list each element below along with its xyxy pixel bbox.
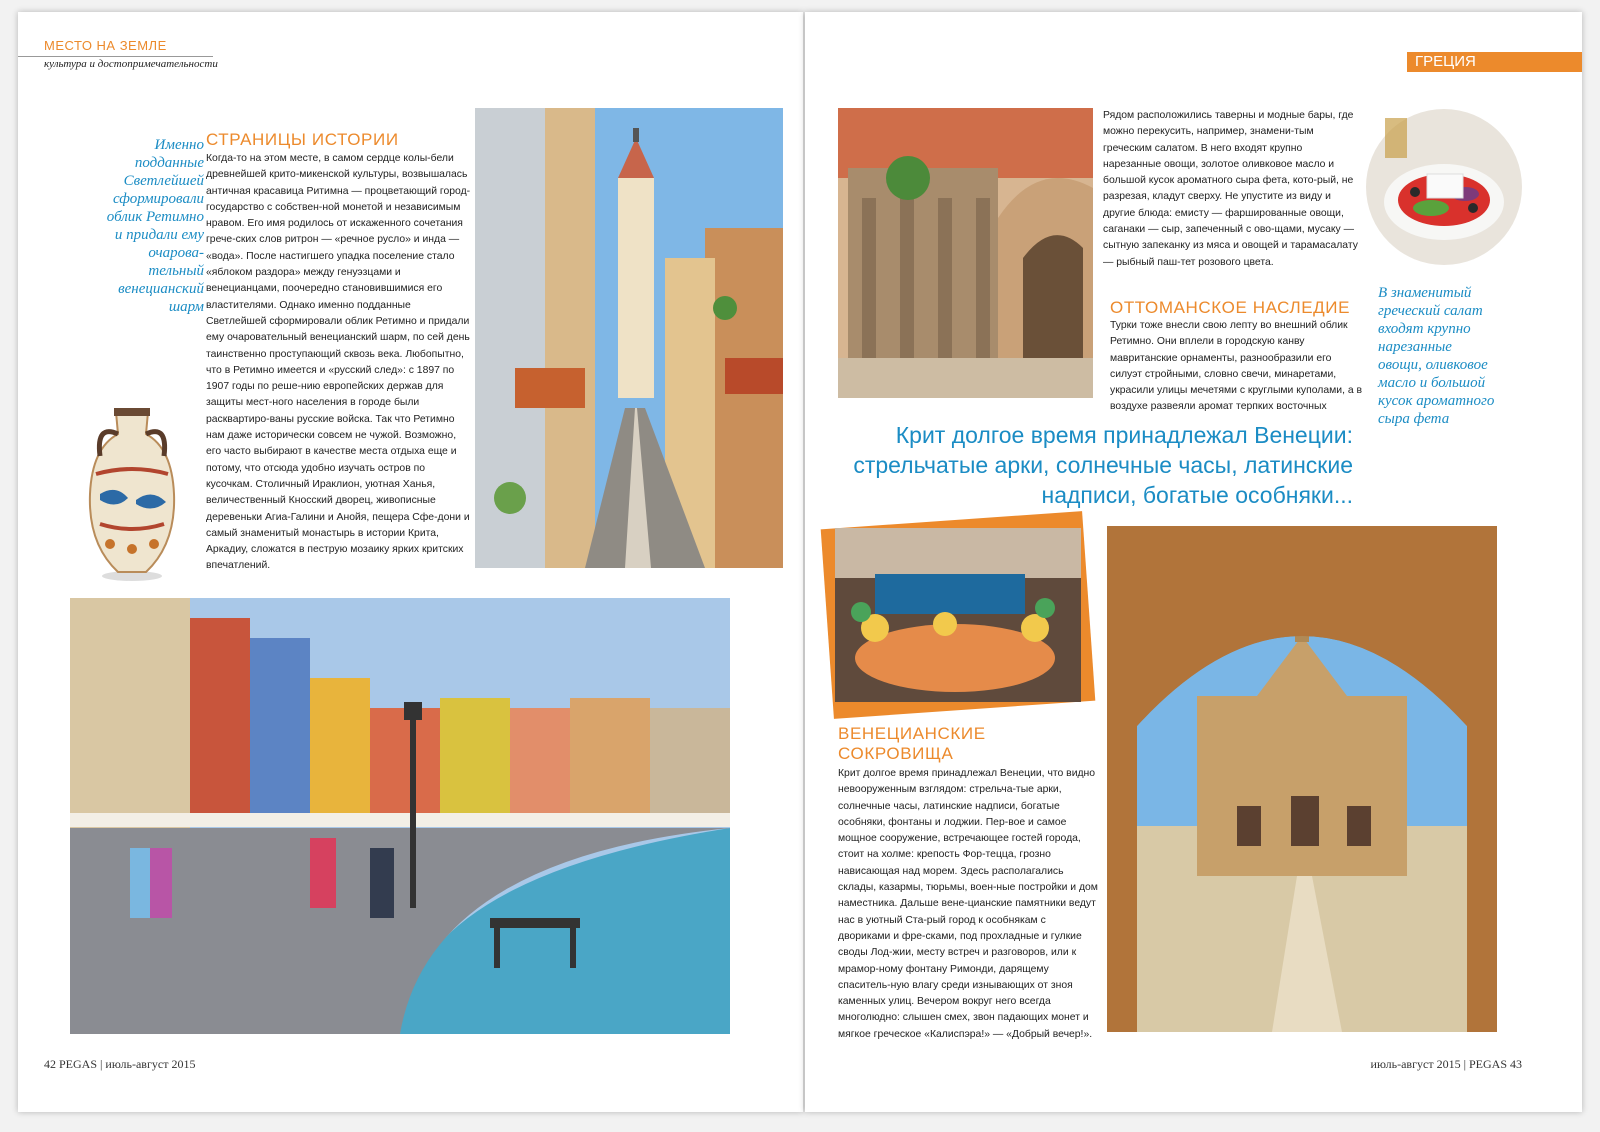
salad-pull-quote: В знаменитый греческий салат входят крупно нарезанные овощи, оливковое масло и большой кусок ароматного сыра фета (1378, 285, 1495, 427)
harbour-photo (70, 598, 730, 1034)
section-rule (18, 56, 213, 57)
big-quote: Крит долгое время принадлежал Венеции: стрельчатые арки, солнечные часы, латинские надписи, богатые особняки... (853, 422, 1353, 508)
page-number-right: 43 (1510, 1057, 1522, 1071)
issue-date: июль-август 2015 (105, 1057, 196, 1071)
subsection-title: культура и достопримечательности (44, 58, 218, 70)
right-page (805, 12, 1582, 1112)
article-body: Когда-то на этом месте, в самом сердце колы-бели древнейшей крито-микенской культуры, возвышалась античная красавица Ритимна — процветающий город-государство с собствен-ной монетой и независимым нравом. Его имя родилось от искаженного сочетания грече-ских слов ритрон — «речное русло» и инда — «вода». После настигшего упадка поселение стало «яблоком раздора» между генуэзцами и венецианцами, поочередно становившимися его властителями. Однако именно подданные Светлейшей сформировали облик Ретимно и придали ему очаровательный венецианский шарм, по сей день таинственно проступающий сквозь века. Любопытно, что в Ретимно имеется и «русский след»: с 1897 по 1907 годы по реше-нию европейских держав для защиты мест-ного населения в городе были расквартиро-ваны русские войска. Так что Ретимно нам даже исторически совсем не чужой. Возможно, его часто выбирают в качестве места отдыха еще и потому, что отсюда удобно изучать остров по кусочкам. Столичный Ираклион, уютная Ханья, величественный Кносский дворец, живописные деревеньки Агиа-Галини и Анойя, пещера Сфе-дони и самый знаменитый монастырь в истории Крита, Аркадиу, сложатся в пеструю мозаику ярких критских впечатлений. (206, 153, 471, 572)
venice-heading: ВЕНЕЦИАНСКИЕ СОКРОВИЩА (838, 724, 986, 763)
section-title: МЕСТО НА ЗЕМЛЕ (44, 38, 167, 53)
salad-photo (1365, 108, 1523, 266)
left-page (18, 12, 803, 1112)
ottoman-heading: ОТТОМАНСКОЕ НАСЛЕДИЕ (1110, 298, 1351, 317)
amphora-image (76, 404, 188, 584)
venice-body: Крит долгое время принадлежал Венеции, что видно невооруженным взглядом: стрельча-тые арки, солнечные часы, латинские надписи, богатые особняки, фонтаны и лоджии. Пер-вое и самое мощное сооружение, встречающее гостей города, стоит на холме: крепость Фор-теццa, грозно нависающая над морем. Здесь располагались склады, казармы, тюрьмы, воен-ные постройки и дом наместника. Дальше вене-цианские памятники ведут нас в уютный Ста-рый город к особнякам с двориками и фре-сками, под прохладные и гулкие своды Лод-жии, месту встреч и разговоров, или к мрамор-ному фонтану Римонди, дарящему спаситель-ную влагу среди изнывающих от зноя каменных улиц. Вечером вокруг него всегда многолюдно: слышен смех, звон падающих монет и мягкое греческое «Калиспэра!» — «Добрый вечер!». (838, 768, 1098, 1040)
issue-date-right: июль-август 2015 (1370, 1057, 1461, 1071)
magazine-brand-right: PEGAS (1468, 1057, 1507, 1071)
pull-quote: Именно подданные Светлейшей сформировали облик Ретимно и придали ему очарова-тельный венецианский шарм (106, 137, 204, 315)
magazine-brand: PEGAS (59, 1057, 98, 1071)
page-number: 42 (44, 1057, 56, 1071)
monastery-photo (1107, 526, 1497, 1032)
section-heading: СТРАНИЦЫ ИСТОРИИ (206, 130, 399, 149)
country-tag: ГРЕЦИЯ (1407, 52, 1582, 72)
page-footer: 42 PEGAS | июль-август 2015 (44, 1057, 196, 1071)
street-photo (475, 108, 783, 568)
page-footer-right: июль-август 2015 | PEGAS 43 (1370, 1057, 1522, 1071)
market-photo (835, 528, 1081, 702)
top-body: Рядом расположились таверны и модные бары, где можно перекусить, например, знамени-тым греческим салатом. В него входят крупно нарезанные овощи, золотое оливковое масло и большой кусок ароматного сыра фета, кото-рый, не разрезая, кладут сверху. Не упустите из виду и другие блюда: емисту — фаршированные овощи, саганаки — сыр, запеченный с ово-щами, мусаку — сытную запеканку из мяса и овощей и тарамасалату — рыбный паш-тет розового цвета. (1103, 110, 1358, 268)
ottoman-body: Турки тоже внесли свою лепту во внешний облик Ретимно. Они вплели в городскую канву мавританские орнаменты, разнообразили его силуэт стройными, словно свечи, минаретами, украсили улицы мечетями с круглыми куполами, а в воздухе развеяли аромат терпких восточных (1110, 320, 1363, 413)
fountain-photo (838, 108, 1093, 398)
